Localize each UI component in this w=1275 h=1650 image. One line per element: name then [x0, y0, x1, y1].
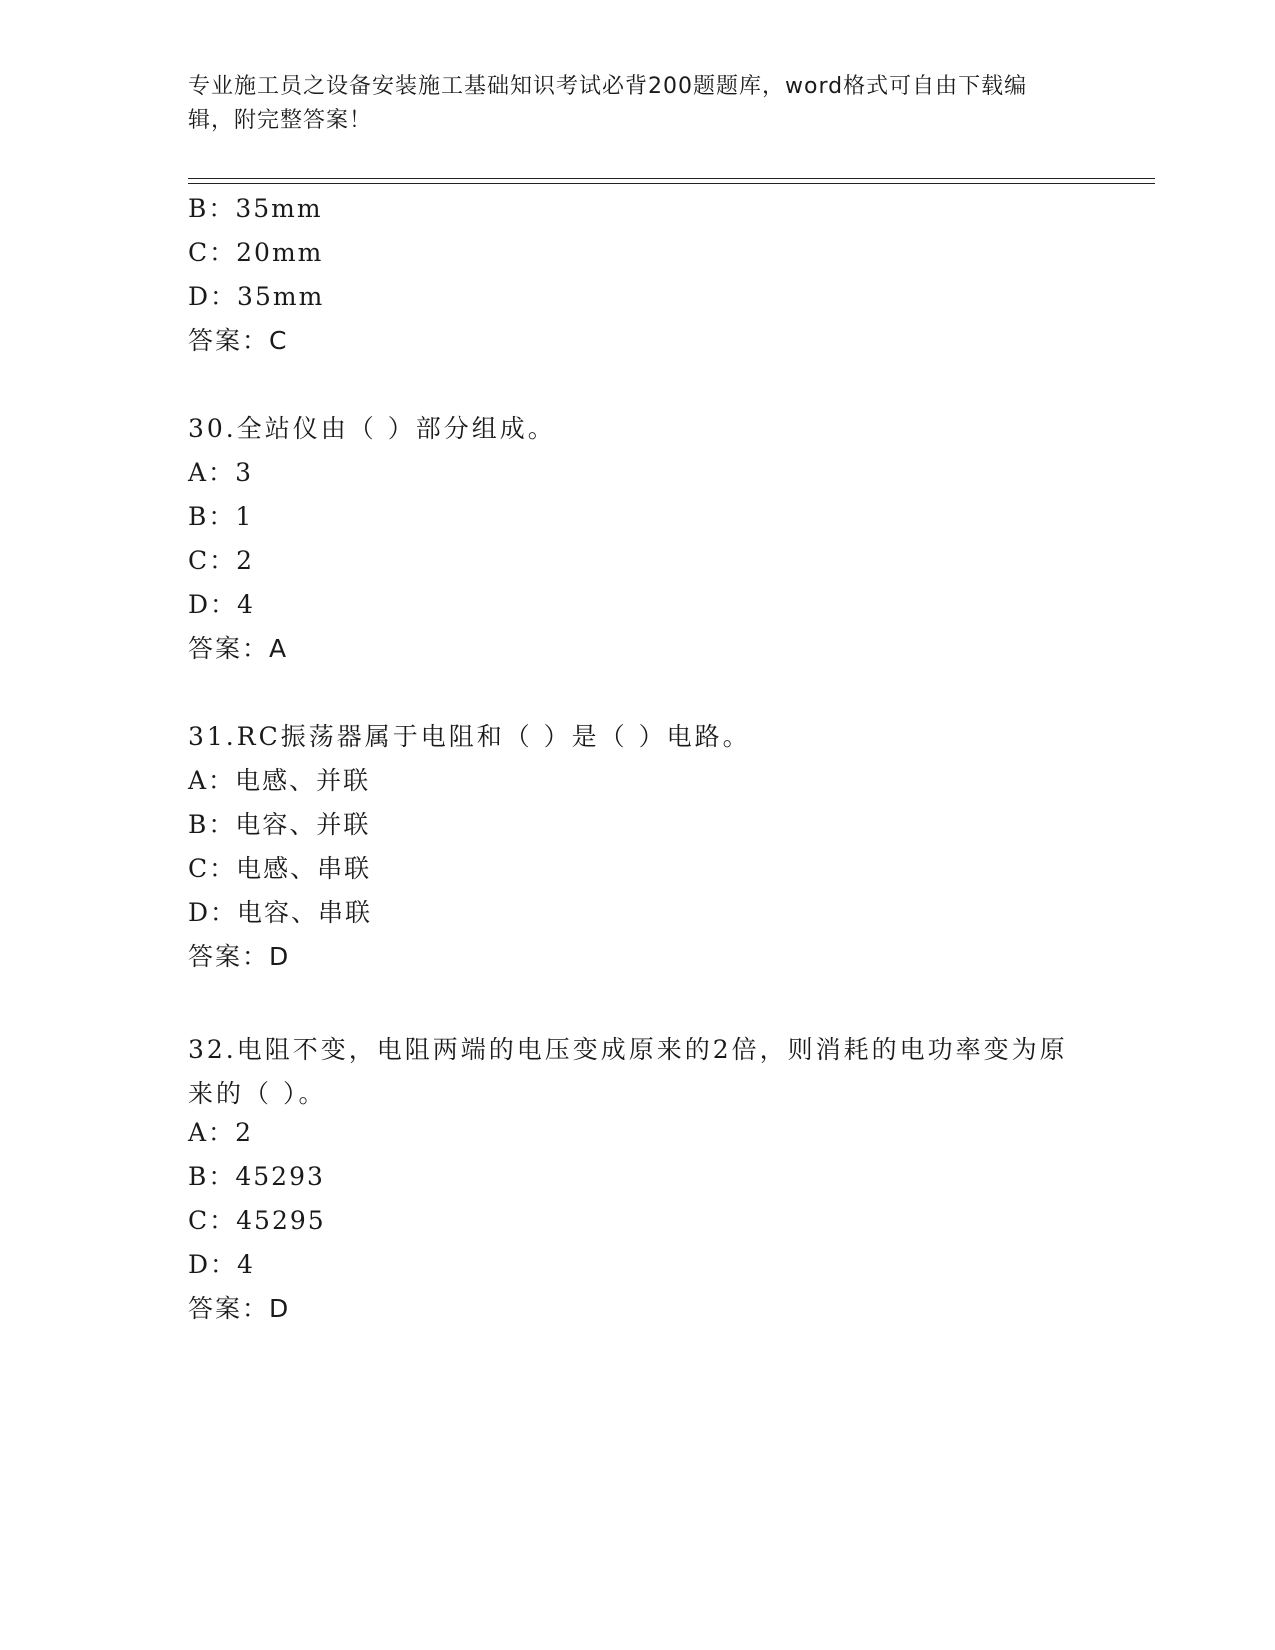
question-stem: 32.电阻不变，电阻两端的电压变成原来的2倍，则消耗的电功率变为原来的（ ）。 — [188, 1035, 1068, 1108]
option-text: 45293 — [235, 1162, 325, 1191]
option-b — [188, 808, 370, 842]
option-text: 2 — [235, 1118, 253, 1147]
option-letter: B： — [188, 1162, 236, 1191]
option-b — [188, 192, 323, 226]
option-text: 45295 — [236, 1206, 326, 1235]
document-header: 专业施工员之设备安装施工基础知识考试必背200题题库，word格式可自由下载编辑，附完整答案！ — [188, 74, 1028, 133]
option-a — [188, 456, 253, 490]
option-letter: D： — [188, 590, 238, 619]
header-divider-top — [188, 178, 1155, 179]
option-text: 2 — [236, 546, 255, 575]
option-b — [188, 1160, 325, 1194]
option-letter: C： — [188, 546, 237, 575]
option-letter: C： — [188, 1206, 237, 1235]
option-letter: C： — [188, 854, 237, 883]
answer-line: 答案：A — [188, 634, 289, 663]
option-d — [188, 1248, 255, 1282]
option-a — [188, 764, 370, 798]
answer-line: 答案：D — [188, 942, 291, 971]
option-letter: C： — [188, 238, 237, 267]
option-text: 20mm — [236, 238, 324, 267]
option-c — [188, 236, 323, 270]
option-text: 电感、串联 — [236, 854, 372, 883]
answer-line: 答案：C — [188, 326, 289, 355]
option-text: 电感、并联 — [235, 766, 371, 795]
option-letter: B： — [188, 194, 236, 223]
option-letter: B： — [188, 810, 236, 839]
option-text: 3 — [235, 458, 253, 487]
option-letter: D： — [188, 282, 238, 311]
header-divider-bottom — [188, 183, 1155, 184]
option-letter: D： — [188, 898, 238, 927]
option-c — [188, 1204, 326, 1238]
option-text: 电容、并联 — [235, 810, 371, 839]
question-stem: 31.RC振荡器属于电阻和（ ）是（ ）电路。 — [188, 722, 751, 751]
option-a — [188, 1116, 253, 1150]
option-text: 电容、串联 — [237, 898, 373, 927]
option-letter: A： — [188, 1118, 236, 1147]
option-letter: B： — [188, 502, 236, 531]
option-text: 35mm — [237, 282, 325, 311]
answer-line: 答案：D — [188, 1294, 291, 1323]
question-stem: 30.全站仪由（ ）部分组成。 — [188, 414, 556, 443]
option-text: 4 — [237, 1250, 255, 1279]
option-d — [188, 280, 324, 314]
option-c — [188, 852, 371, 886]
option-d — [188, 588, 255, 622]
option-letter: A： — [188, 458, 236, 487]
option-letter: D： — [188, 1250, 238, 1279]
option-text: 35mm — [235, 194, 323, 223]
option-d — [188, 896, 372, 930]
option-text: 1 — [235, 502, 254, 531]
option-b — [188, 500, 253, 534]
option-letter: A： — [188, 766, 236, 795]
option-text: 4 — [237, 590, 255, 619]
option-c — [188, 544, 254, 578]
